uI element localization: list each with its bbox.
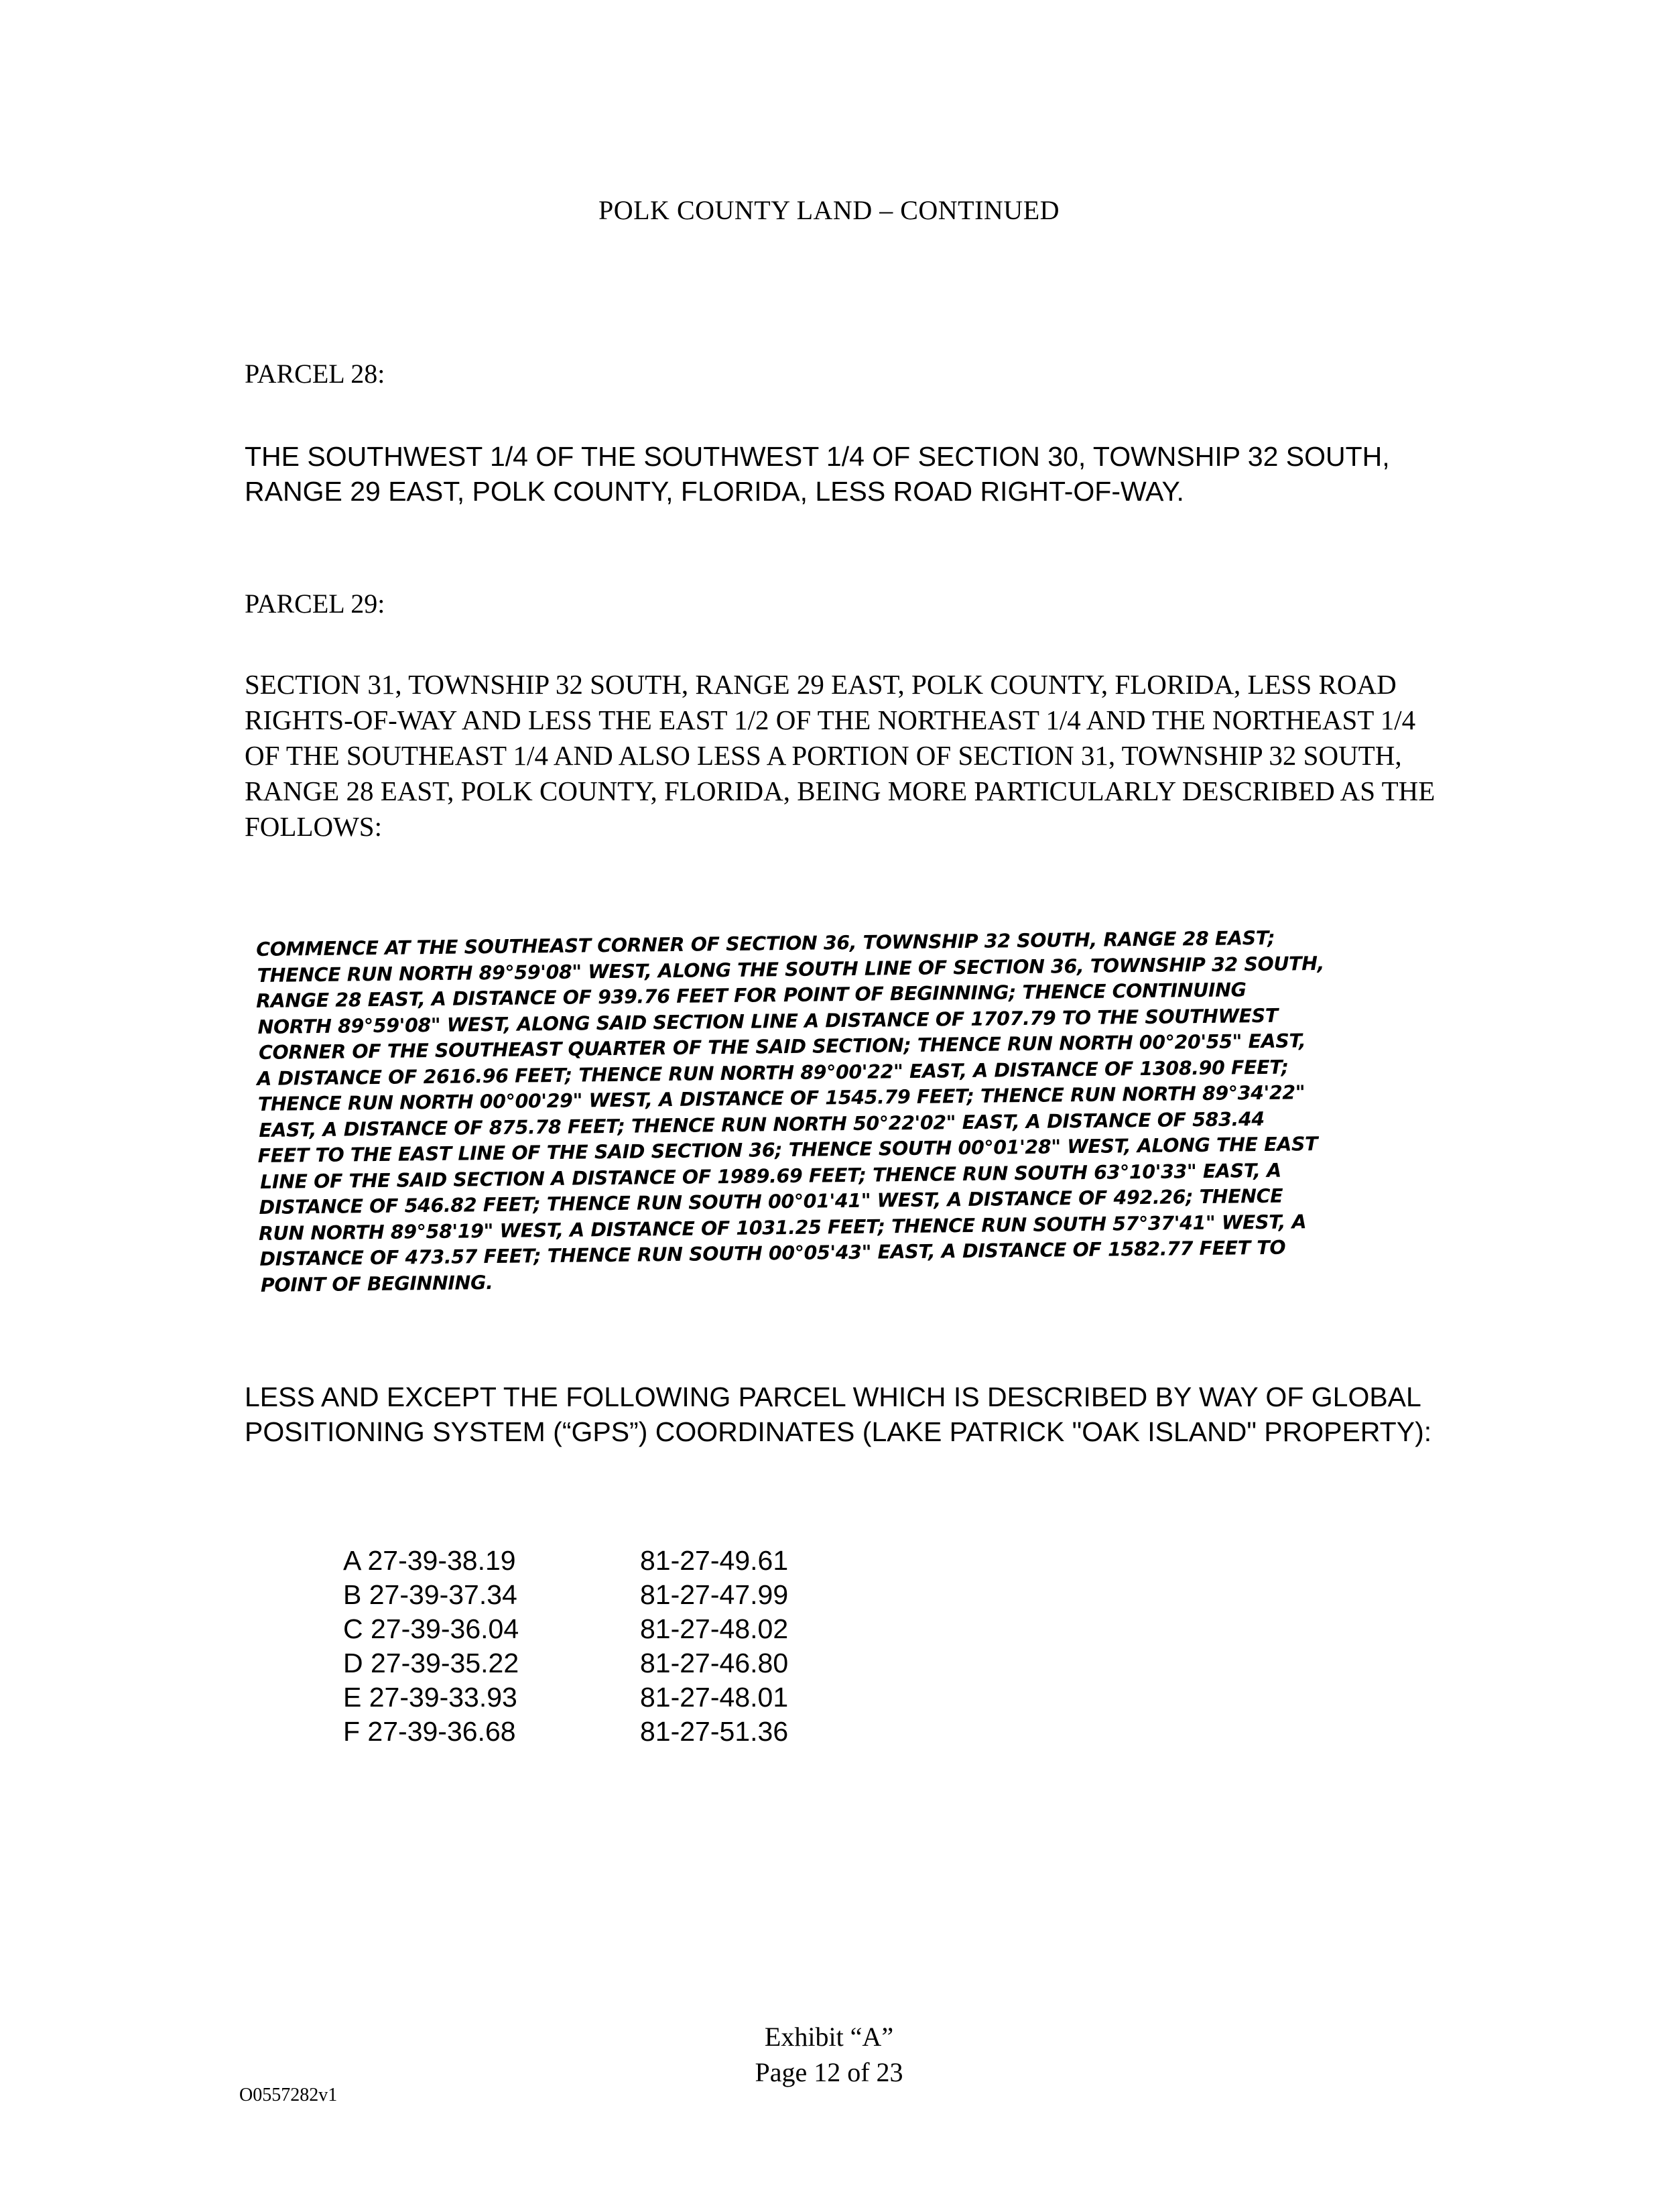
footer-page-number: Page 12 of 23 [755,2057,903,2087]
gps-point-longitude-cell: 81-27-49.61 [640,1545,789,1576]
legal-description-line: EAST, A DISTANCE OF 875.78 FEET; THENCE RUN NORTH 50°22'02" EAST, A DISTANCE OF 583.44 [259,1107,1265,1142]
table-row [343,1716,908,1750]
table-row [343,1613,908,1648]
table-row [343,1648,908,1682]
parcel-29-description: SECTION 31, TOWNSHIP 32 SOUTH, RANGE 29 EAST, POLK COUNTY, FLORIDA, LESS ROAD RIGHTS-OF-WAY AND LESS THE EAST 1/2 OF THE NORTHEAST 1/4 AND THE NORTHEAST 1/4 OF THE SOUTHEAST 1/4 AND ALSO LESS A PORTION OF SECTION 31, TOWNSHIP 32 SOUTH, RANGE 28 EAST, POLK COUNTY, FLORIDA, BEING MORE PARTICULARLY DESCRIBED AS THE FOLLOWS: [245,669,1436,842]
gps-point-longitude-cell: 81-27-47.99 [640,1579,789,1610]
legal-description-line: RUN NORTH 89°58'19" WEST, A DISTANCE OF 1031.25 FEET; THENCE RUN SOUTH 57°37'41" WEST, A [258,1210,1307,1245]
legal-description-line: LINE OF THE SAID SECTION A DISTANCE OF 1989.69 FEET; THENCE RUN SOUTH 63°10'33" EAST, A [259,1159,1281,1193]
table-row [343,1682,908,1716]
gps-point-latitude-cell: C 27-39-36.04 [343,1613,519,1644]
legal-description-line: DISTANCE OF 473.57 FEET; THENCE RUN SOUTH 00°05'43" EAST, A DISTANCE OF 1582.77 FEET TO [259,1236,1286,1270]
legal-description-line: RANGE 28 EAST, A DISTANCE OF 939.76 FEET FOR POINT OF BEGINNING; THENCE CONTINUING [255,979,1247,1013]
table-row [343,1545,908,1579]
gps-point-latitude-cell: A 27-39-38.19 [343,1545,516,1576]
footer-exhibit-label: Exhibit “A” [764,2022,894,2052]
legal-description-line: CORNER OF THE SOUTHEAST QUARTER OF THE SAID SECTION; THENCE RUN NORTH 00°20'55" EAST, [258,1030,1306,1064]
less-and-except-paragraph: LESS AND EXCEPT THE FOLLOWING PARCEL WHICH IS DESCRIBED BY WAY OF GLOBAL POSITIONING SYSTEM (“GPS”) COORDINATES (LAKE PATRICK "OAK ISLAND" PROPERTY): [245,1381,1432,1447]
legal-description-line: POINT OF BEGINNING. [260,1271,493,1296]
page-title: POLK COUNTY LAND – CONTINUED [598,195,1060,225]
gps-point-longitude-cell: 81-27-48.02 [640,1613,789,1644]
legal-description-line: A DISTANCE OF 2616.96 FEET; THENCE RUN NORTH 89°00'22" EAST, A DISTANCE OF 1308.90 FEET; [257,1056,1289,1090]
gps-point-latitude-cell: E 27-39-33.93 [343,1682,517,1713]
parcel-29-heading: PARCEL 29: [245,589,385,619]
footer-document-id: O0557282v1 [239,2085,338,2105]
gps-point-longitude-cell: 81-27-51.36 [640,1716,789,1747]
legal-description-line: COMMENCE AT THE SOUTHEAST CORNER OF SECTION 36, TOWNSHIP 32 SOUTH, RANGE 28 EAST; [256,926,1275,961]
gps-point-longitude-cell: 81-27-46.80 [640,1648,789,1678]
gps-point-latitude-cell: F 27-39-36.68 [343,1716,516,1747]
gps-point-latitude-cell: B 27-39-37.34 [343,1579,517,1610]
legal-description-line: THENCE RUN NORTH 00°00'29" WEST, A DISTANCE OF 1545.79 FEET; THENCE RUN NORTH 89°34'22" [257,1081,1305,1115]
parcel-28-heading: PARCEL 28: [245,359,385,389]
legal-description-line: NORTH 89°59'08" WEST, ALONG SAID SECTION LINE A DISTANCE OF 1707.79 TO THE SOUTHWEST [257,1004,1278,1038]
parcel-28-description: THE SOUTHWEST 1/4 OF THE SOUTHWEST 1/4 OF SECTION 30, TOWNSHIP 32 SOUTH, RANGE 29 EAST, POLK COUNTY, FLORIDA, LESS ROAD RIGHT-OF-WAY. [245,441,1390,507]
legal-description-line: THENCE RUN NORTH 89°59'08" WEST, ALONG THE SOUTH LINE OF SECTION 36, TOWNSHIP 32 SOUTH, [257,952,1325,987]
gps-point-latitude-cell: D 27-39-35.22 [343,1648,519,1678]
gps-coordinates-table [343,1545,908,1750]
legal-description-scan-block [256,924,1466,1298]
gps-coordinates-body [343,1545,908,1750]
table-row [343,1579,908,1613]
legal-description-line: DISTANCE OF 546.82 FEET; THENCE RUN SOUTH 00°01'41" WEST, A DISTANCE OF 492.26; THENCE [259,1184,1283,1219]
gps-point-longitude-cell: 81-27-48.01 [640,1682,789,1713]
legal-description-line: FEET TO THE EAST LINE OF THE SAID SECTION 36; THENCE SOUTH 00°01'28" WEST, ALONG THE EAST [257,1133,1318,1167]
